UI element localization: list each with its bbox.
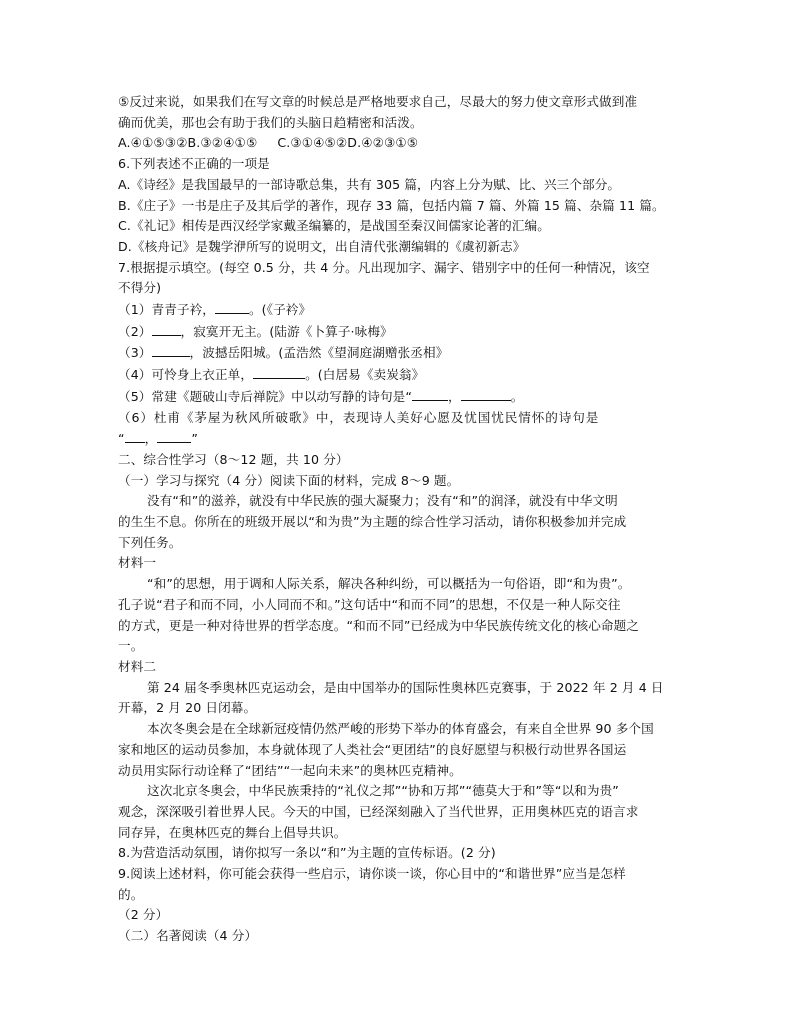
q7-item-text: （2） xyxy=(118,323,152,339)
material-text: 一。 xyxy=(118,638,144,654)
subsection-heading: （二）名著阅读（4 分） xyxy=(118,928,258,944)
material-text: 第 24 届冬季奥林匹克运动会，是由中国举办的国际性奥林匹克赛事，于 2022 年 2 月 4 日 xyxy=(147,679,664,695)
q7-item-6-blanks xyxy=(118,428,678,450)
answer-blank[interactable] xyxy=(215,299,249,314)
material-text: “和”的思想，用于调和人际关系，解决各种纠纷，可以概括为一句俗语，即“和为贵”。 xyxy=(147,576,631,592)
q7-item-5 xyxy=(118,386,678,408)
material-text: 开幕，2 月 20 日闭幕。 xyxy=(118,700,257,716)
q5-text-line: 确而优美，那也会有助于我们的头脑日趋精密和活泼。 xyxy=(118,114,423,130)
q7-item-text: 。(白居易《卖炭翁》 xyxy=(305,367,425,383)
exam-page xyxy=(118,92,678,947)
intro-paragraph: 下列任务。 xyxy=(118,534,182,550)
material-text: 同存异，在奥林匹克的舞台上倡导共识。 xyxy=(118,824,347,840)
answer-blank[interactable] xyxy=(253,364,305,379)
q7-item-text: “ xyxy=(118,431,125,447)
q7-item-text: ” xyxy=(191,431,198,447)
q7-item-text: （4）可怜身上衣正单， xyxy=(118,367,254,383)
answer-blank[interactable] xyxy=(125,428,145,443)
q7-item-text: 。 xyxy=(510,388,524,404)
material-text: 孔子说“君子和而不同，小人同而不和。”这句话中“和而不同”的思想，不仅是一种人际交往 xyxy=(118,596,621,612)
material-title: 材料二 xyxy=(118,658,157,674)
q7-item-4 xyxy=(118,364,678,386)
material-text: 观念，深深吸引着世界人民。今天的中国，已经深刻融入了当代世界，正用奥林匹克的语言求 xyxy=(118,803,639,819)
answer-blank[interactable] xyxy=(152,321,181,336)
q7-item-3: （3） ，波撼岳阳城。(孟浩然《望洞庭湖赠张丞相》 xyxy=(118,342,678,364)
q5-options-ab: A.④①⑤③②B.③②④①⑤ xyxy=(118,135,258,151)
intro-paragraph: 的生生不息。你所在的班级开展以“和为贵”为主题的综合性学习活动，请你积极参加并完成 xyxy=(118,514,627,530)
q9-score: （2 分） xyxy=(118,907,169,923)
q5-text-line: ⑤反过来说，如果我们在写文章的时候总是严格地要求自己，尽最大的努力使文章形式做到准 xyxy=(118,94,638,109)
section-heading: 二、综合性学习（8～12 题，共 10 分） xyxy=(118,451,349,467)
q8-stem: 8.为营造活动氛围，请你拟写一条以“和”为主题的宣传标语。(2 分) xyxy=(118,845,496,861)
q7-item-text: ，波撼岳阳城。(孟浩然《望洞庭湖赠张丞相》 xyxy=(189,345,449,361)
q6-option-b: B.《庄子》一书是庄子及其后学的著作，现存 33 篇，包括内篇 7 篇、外篇 15 篇、杂篇 11 篇。 xyxy=(118,197,665,213)
q7-item-text: ， xyxy=(448,388,461,404)
intro-paragraph: 没有“和”的滋养，就没有中华民族的强大凝聚力；没有“和”的润泽，就没有中华文明 xyxy=(147,493,618,509)
q7-item-6: （6）杜甫《茅屋为秋风所破歌》中，表现诗人美好心愿及忧国忧民情怀的诗句是 xyxy=(118,409,600,425)
q7-item-1 xyxy=(118,299,678,321)
answer-blank[interactable] xyxy=(157,428,191,443)
q6-option-a: A.《诗经》是我国最早的一部诗歌总集，共有 305 篇，内容上分为赋、比、兴三个部分。 xyxy=(118,176,621,192)
q7-stem: 不得分) xyxy=(118,280,162,296)
q7-item-text: 。(《子衿》 xyxy=(248,302,312,318)
material-title: 材料一 xyxy=(118,555,157,571)
subsection-heading: （一）学习与探究（4 分）阅读下面的材料，完成 8～9 题。 xyxy=(118,472,460,488)
answer-blank[interactable] xyxy=(412,386,448,401)
q7-stem: 7.根据提示填空。(每空 0.5 分，共 4 分。凡出现加字、漏字、错别字中的任何一种情况，该空 xyxy=(118,259,650,275)
q7-item-2 xyxy=(118,321,678,343)
answer-blank[interactable] xyxy=(152,342,190,357)
q7-item-text: ， xyxy=(144,431,158,447)
answer-blank[interactable] xyxy=(461,386,511,401)
q6-option-d: D.《核舟记》是魏学洢所写的说明文，出自清代张潮编辑的《虞初新志》 xyxy=(118,238,526,254)
material-text: 本次冬奥会是在全球新冠疫情仍然严峻的形势下举办的体育盛会，有来自全世界 90 多个国 xyxy=(147,721,654,737)
q9-stem: 9.阅读上述材料，你可能会获得一些启示，请你谈一谈，你心目中的“和谐世界”应当是怎样 xyxy=(118,866,626,882)
q5-options xyxy=(118,133,678,154)
q6-stem: 6.下列表述不正确的一项是 xyxy=(118,156,270,172)
material-text: 家和地区的运动员参加，本身就体现了人类社会“更团结”的良好愿望与积极行动世界各国运 xyxy=(118,741,627,757)
q9-stem: 的。 xyxy=(118,886,144,902)
material-text: 这次北京冬奥会，中华民族秉持的“礼仪之邦”“协和万邦”“德莫大于和”等“以和为贵” xyxy=(147,783,619,799)
q6-option-c: C.《礼记》相传是西汉经学家戴圣编纂的，是战国至秦汉间儒家论著的汇编。 xyxy=(118,218,550,234)
material-text: 的方式，更是一种对待世界的哲学态度。“和而不同”已经成为中华民族传统文化的核心命题之 xyxy=(118,617,639,633)
material-text: 动员用实际行动诠释了“团结”“一起向未来”的奥林匹克精神。 xyxy=(118,762,462,778)
q5-options-cd: C.③①④⑤②D.④②③①⑤ xyxy=(277,135,419,151)
q7-item-text: （5）常建《题破山寺后禅院》中以动写静的诗句是“ xyxy=(118,388,412,404)
q7-item-text: ，寂寞开无主。(陆游《卜算子·咏梅》 xyxy=(180,323,393,339)
q7-item-text: （1）青青子衿， xyxy=(118,302,215,318)
